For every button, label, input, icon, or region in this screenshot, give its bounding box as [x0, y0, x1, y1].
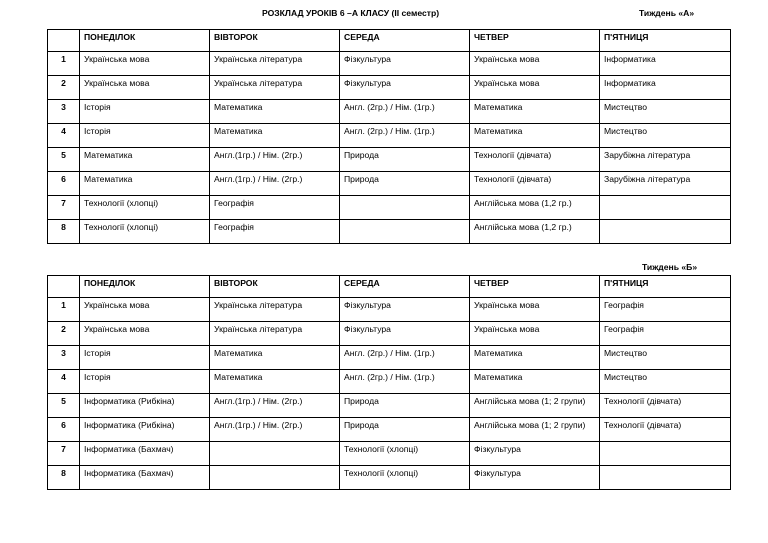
week-b-schedule-table: [47, 275, 731, 490]
header-row: [48, 276, 731, 298]
cell-monday: Українська мова: [80, 76, 210, 100]
cell-wednesday: Англ. (2гр.) / Нім. (1гр.): [340, 370, 470, 394]
cell-thursday: Українська мова: [470, 76, 600, 100]
cell-tuesday: [210, 442, 340, 466]
cell-monday: Математика: [80, 148, 210, 172]
week-b-label: Тиждень «Б»: [642, 262, 698, 272]
cell-wednesday: Технології (хлопці): [340, 442, 470, 466]
cell-monday: Інформатика (Бахмач): [80, 466, 210, 490]
week-a-label: Тиждень «А»: [639, 8, 695, 18]
cell-lesson-number: 1: [48, 298, 80, 322]
cell-thursday: Технології (дівчата): [470, 172, 600, 196]
cell-friday: Географія: [600, 298, 731, 322]
cell-friday: Мистецтво: [600, 346, 731, 370]
cell-monday: Технології (хлопці): [80, 196, 210, 220]
cell-monday: Історія: [80, 124, 210, 148]
column-header-wednesday: СЕРЕДА: [340, 30, 470, 52]
column-header-monday: ПОНЕДІЛОК: [80, 276, 210, 298]
cell-thursday: Фізкультура: [470, 466, 600, 490]
cell-monday: Інформатика (Бахмач): [80, 442, 210, 466]
cell-thursday: Українська мова: [470, 52, 600, 76]
cell-monday: Українська мова: [80, 322, 210, 346]
cell-thursday: Українська мова: [470, 298, 600, 322]
cell-thursday: Українська мова: [470, 322, 600, 346]
table-row: [48, 418, 731, 442]
cell-lesson-number: 7: [48, 196, 80, 220]
column-header-thursday: ЧЕТВЕР: [470, 276, 600, 298]
cell-friday: Мистецтво: [600, 100, 731, 124]
cell-monday: Українська мова: [80, 52, 210, 76]
column-header-lesson-number: [48, 276, 80, 298]
cell-thursday: Математика: [470, 100, 600, 124]
cell-lesson-number: 5: [48, 394, 80, 418]
column-header-friday: П'ЯТНИЦЯ: [600, 276, 731, 298]
cell-tuesday: Українська література: [210, 298, 340, 322]
table-row: [48, 148, 731, 172]
cell-friday: Мистецтво: [600, 370, 731, 394]
cell-monday: Технології (хлопці): [80, 220, 210, 244]
cell-tuesday: Математика: [210, 346, 340, 370]
cell-friday: [600, 466, 731, 490]
cell-friday: Зарубіжна література: [600, 172, 731, 196]
cell-thursday: Математика: [470, 370, 600, 394]
cell-lesson-number: 4: [48, 370, 80, 394]
cell-lesson-number: 8: [48, 466, 80, 490]
column-header-tuesday: ВІВТОРОК: [210, 276, 340, 298]
table-row: [48, 220, 731, 244]
cell-tuesday: Українська література: [210, 52, 340, 76]
cell-friday: [600, 196, 731, 220]
table-row: [48, 100, 731, 124]
cell-wednesday: Природа: [340, 418, 470, 442]
cell-tuesday: Українська література: [210, 76, 340, 100]
cell-tuesday: Англ.(1гр.) / Нім. (2гр.): [210, 418, 340, 442]
cell-thursday: Англійська мова (1; 2 групи): [470, 394, 600, 418]
table-row: [48, 124, 731, 148]
cell-monday: Історія: [80, 370, 210, 394]
cell-lesson-number: 6: [48, 172, 80, 196]
table-row: [48, 76, 731, 100]
column-header-tuesday: ВІВТОРОК: [210, 30, 340, 52]
table-row: [48, 196, 731, 220]
cell-monday: Українська мова: [80, 298, 210, 322]
cell-lesson-number: 7: [48, 442, 80, 466]
column-header-monday: ПОНЕДІЛОК: [80, 30, 210, 52]
cell-friday: Інформатика: [600, 52, 731, 76]
table-row: [48, 442, 731, 466]
cell-tuesday: Математика: [210, 370, 340, 394]
cell-wednesday: Природа: [340, 172, 470, 196]
cell-thursday: Фізкультура: [470, 442, 600, 466]
cell-thursday: Англійська мова (1,2 гр.): [470, 196, 600, 220]
cell-lesson-number: 6: [48, 418, 80, 442]
table-row: [48, 172, 731, 196]
cell-friday: [600, 442, 731, 466]
cell-lesson-number: 4: [48, 124, 80, 148]
cell-friday: Мистецтво: [600, 124, 731, 148]
cell-wednesday: Англ. (2гр.) / Нім. (1гр.): [340, 100, 470, 124]
cell-lesson-number: 2: [48, 76, 80, 100]
cell-friday: Технології (дівчата): [600, 418, 731, 442]
page-title: РОЗКЛАД УРОКІВ 6 –А КЛАСУ (ІІ семестр): [262, 8, 440, 18]
column-header-lesson-number: [48, 30, 80, 52]
cell-wednesday: Технології (хлопці): [340, 466, 470, 490]
cell-thursday: Математика: [470, 124, 600, 148]
cell-monday: Інформатика (Рибкіна): [80, 394, 210, 418]
cell-wednesday: Англ. (2гр.) / Нім. (1гр.): [340, 124, 470, 148]
cell-wednesday: Фізкультура: [340, 298, 470, 322]
week-a-schedule-table: [47, 29, 731, 244]
column-header-friday: П'ЯТНИЦЯ: [600, 30, 731, 52]
cell-friday: Інформатика: [600, 76, 731, 100]
cell-monday: Історія: [80, 100, 210, 124]
cell-thursday: Англійська мова (1,2 гр.): [470, 220, 600, 244]
cell-wednesday: Англ. (2гр.) / Нім. (1гр.): [340, 346, 470, 370]
cell-tuesday: Географія: [210, 220, 340, 244]
cell-tuesday: Географія: [210, 196, 340, 220]
table-row: [48, 370, 731, 394]
column-header-thursday: ЧЕТВЕР: [470, 30, 600, 52]
cell-lesson-number: 8: [48, 220, 80, 244]
cell-tuesday: Математика: [210, 124, 340, 148]
cell-wednesday: Природа: [340, 148, 470, 172]
header-row: [48, 30, 731, 52]
cell-lesson-number: 3: [48, 100, 80, 124]
cell-wednesday: Природа: [340, 394, 470, 418]
cell-wednesday: [340, 196, 470, 220]
table-row: [48, 298, 731, 322]
cell-lesson-number: 5: [48, 148, 80, 172]
cell-tuesday: Англ.(1гр.) / Нім. (2гр.): [210, 148, 340, 172]
cell-lesson-number: 1: [48, 52, 80, 76]
cell-friday: Географія: [600, 322, 731, 346]
cell-monday: Інформатика (Рибкіна): [80, 418, 210, 442]
cell-lesson-number: 2: [48, 322, 80, 346]
table-row: [48, 322, 731, 346]
cell-friday: Технології (дівчата): [600, 394, 731, 418]
cell-thursday: Математика: [470, 346, 600, 370]
cell-monday: Математика: [80, 172, 210, 196]
cell-tuesday: [210, 466, 340, 490]
cell-tuesday: Українська література: [210, 322, 340, 346]
table-row: [48, 346, 731, 370]
cell-tuesday: Англ.(1гр.) / Нім. (2гр.): [210, 394, 340, 418]
cell-monday: Історія: [80, 346, 210, 370]
cell-friday: Зарубіжна література: [600, 148, 731, 172]
column-header-wednesday: СЕРЕДА: [340, 276, 470, 298]
cell-friday: [600, 220, 731, 244]
table-row: [48, 394, 731, 418]
cell-wednesday: Фізкультура: [340, 322, 470, 346]
cell-lesson-number: 3: [48, 346, 80, 370]
cell-thursday: Англійська мова (1; 2 групи): [470, 418, 600, 442]
cell-tuesday: Математика: [210, 100, 340, 124]
cell-thursday: Технології (дівчата): [470, 148, 600, 172]
cell-tuesday: Англ.(1гр.) / Нім. (2гр.): [210, 172, 340, 196]
cell-wednesday: Фізкультура: [340, 76, 470, 100]
table-row: [48, 52, 731, 76]
cell-wednesday: Фізкультура: [340, 52, 470, 76]
cell-wednesday: [340, 220, 470, 244]
table-row: [48, 466, 731, 490]
